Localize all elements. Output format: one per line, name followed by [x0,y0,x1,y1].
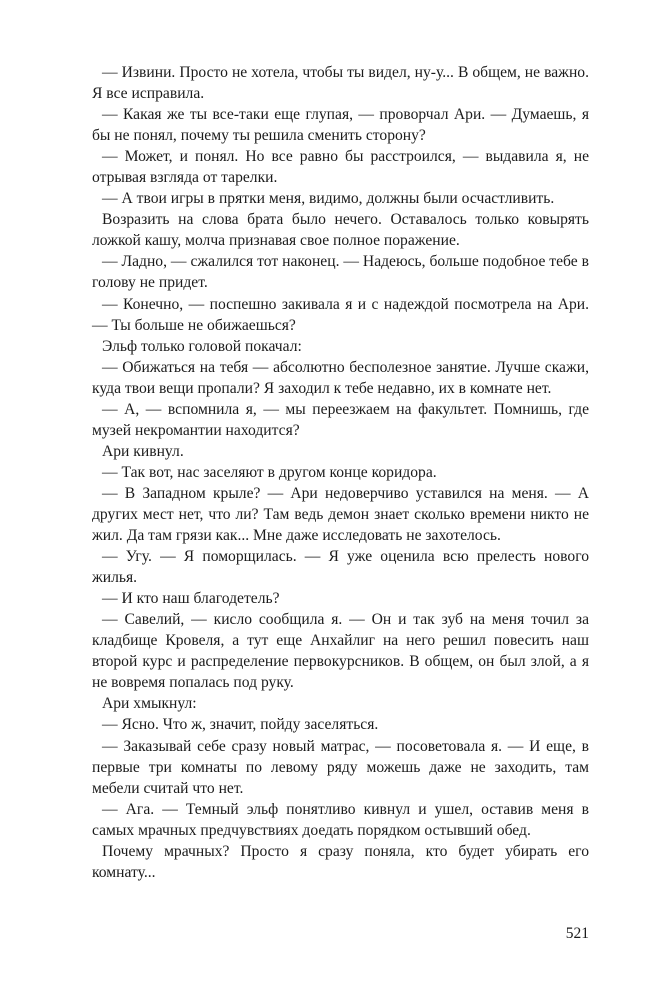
paragraph: Возразить на слова брата было нечего. Оставалось только ковырять ложкой кашу, молча признавая свое полное поражение. [92,211,589,250]
paragraph: Почему мрачных? Просто я сразу поняла, кто будет убирать его комнату... [92,842,589,881]
paragraph: Ари хмыкнул: [102,695,197,713]
paragraph: — Заказывай себе сразу новый матрас, — посоветовала я. — И еще, в первые три комнаты по левому ряду можешь даже не заходить, там мебели считай что нет. [92,737,589,797]
paragraph: — Конечно, — поспешно закивала я и с надеждой посмотрела на Ари. — Ты больше не обижаешься? [92,295,589,334]
paragraph: — Может, и понял. Но все равно бы расстроился, — выдавила я, не отрывая взгляда от тарелки. [92,148,589,187]
body-text [92,62,589,883]
paragraph: — Ага. — Темный эльф понятливо кивнул и ушел, оставив меня в самых мрачных предчувствиях доедать порядком остывший обед. [92,800,589,839]
paragraph: — Так вот, нас заселяют в другом конце коридора. [102,463,437,481]
paragraph: — Угу. — Я поморщилась. — Я уже оценила всю прелесть нового жилья. [92,548,589,587]
paragraph: — Ладно, — сжалился тот наконец. — Надеюсь, больше подобное тебе в голову не придет. [92,253,589,292]
paragraph: — Ясно. Что ж, значит, пойду заселяться. [102,716,379,734]
paragraph: — В Западном крыле? — Ари недоверчиво уставился на меня. — А других мест нет, что ли? Там ведь демон знает сколько времени никто не жил. Да там грязи как... Мне даже исследовать не захотелось. [92,484,589,545]
paragraph: — Обижаться на тебя — абсолютно бесполезное занятие. Лучше скажи, куда твои вещи пропали? Я заходил к тебе недавно, их в комнате нет. [92,358,589,397]
page-number: 521 [565,925,589,942]
paragraph: — Извини. Просто не хотела, чтобы ты видел, ну-у... В общем, не важно. Я все исправила. [92,64,589,103]
paragraph: — Какая же ты все-таки еще глупая, — проворчал Ари. — Думаешь, я бы не понял, почему ты решила сменить сторону? [92,106,589,145]
paragraph: — А, — вспомнила я, — мы переезжаем на факультет. Помнишь, где музей некромантии находится? [92,400,589,439]
paragraph: — И кто наш благодетель? [102,590,280,608]
paragraph: — Савелий, — кисло сообщила я. — Он и так зуб на меня точил за кладбище Кровеля, а тут еще Анхайлиг на него решил повесить наш второй курс и распределение первокурсников. В общем, он был злой, а я не вовремя попалась под руку. [92,611,589,692]
paragraph: Ари кивнул. [102,442,184,460]
paragraph: Эльф только головой покачал: [102,337,302,355]
paragraph: — А твои игры в прятки меня, видимо, должны были осчастливить. [102,190,555,208]
